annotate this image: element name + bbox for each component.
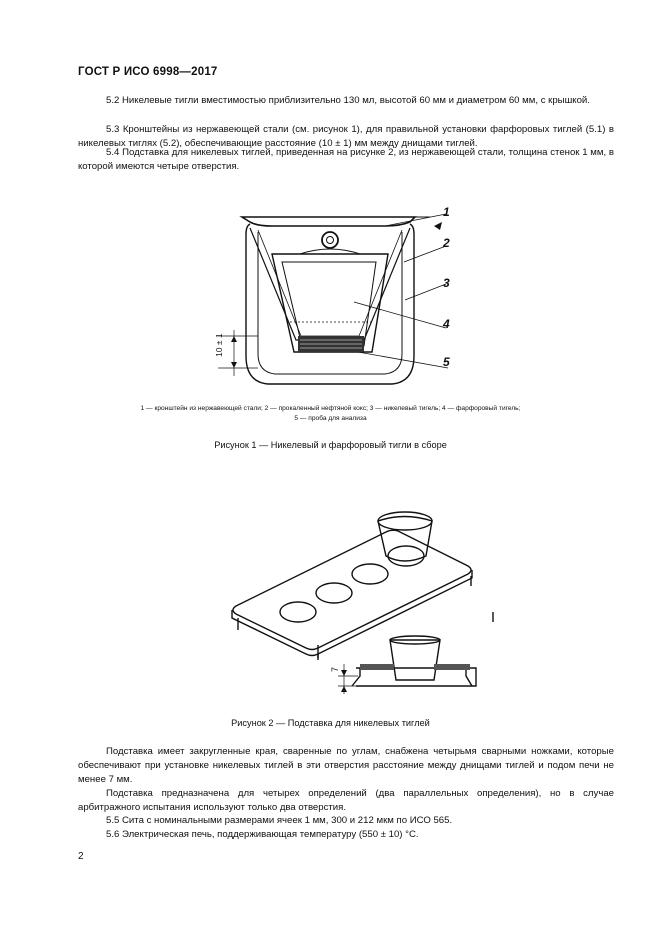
section-5-5: 5.5 Сита с номинальными размерами ячеек 1 мм, 300 и 212 мкм по ИСО 565. [106,815,453,826]
body-paragraph-1: Подставка имеет закругленные края, сваренные по углам, снабжена четырьмя сварными ножками, которые обеспечивают при установке никелевых тиглей в эти отверстия расстояние между днищами тиглей и подом печи не менее 7 мм. [78,746,614,785]
stand-hole [280,602,316,622]
figure-1-legend-line-1: 1 — кронштейн из нержавеющей стали; 2 — прокаленный нефтяной кокс; 3 — никелевый тигель; 4 — фарфоровый тигель; [140,405,521,412]
page-number: 2 [78,851,84,862]
nickel-crucible [246,224,414,384]
sample-for-analysis [298,336,364,352]
figure-1-label-2: 2 [443,236,450,250]
figure-1-legend-line-2: 5 — проба для анализа [294,415,367,422]
stand-hole [388,546,424,566]
figure-1-label-3: 3 [443,276,450,290]
document-header: ГОСТ Р ИСО 6998—2017 [78,66,218,78]
steel-bracket [250,228,410,340]
porcelain-crucible [272,254,388,352]
stand-hole [316,583,352,603]
figure-1-label-4: 4 [443,317,450,331]
figure-1-label-5: 5 [443,355,450,369]
nickel-crucible-rim [242,217,415,226]
section-5-3: 5.3 Кронштейны из нержавеющей стали (см. рисунок 1), для правильной установки фарфоровых тиглей (5.1) в никелевых тиглях (5.2), обеспечивающие расстояние (10 ± 1) мм между днищами тиглей. [78,124,614,149]
stand-section [356,668,476,686]
figure-2-caption: Рисунок 2 — Подставка для никелевых тиглей [231,718,430,728]
figure-2-dimension: 7 [330,666,340,672]
crucible-handle [322,232,338,248]
section-5-4: 5.4 Подставка для никелевых тиглей, приведенная на рисунке 2, из нержавеющей стали, толщина стенок 1 мм, в которой имеются четыре отверстия. [78,147,614,172]
stand-hole [352,564,388,584]
stand-plate [233,530,471,649]
body-paragraph-2: Подставка предназначена для четырех определений (два параллельных определения), но в случае арбитражного испытания используют только два отверстия. [78,788,614,813]
crucible-section [390,640,440,680]
crucible-on-stand [378,517,432,562]
figure-1-dimension: 10 ± 1 [214,333,224,357]
figure-1-label-1: 1 [443,205,450,219]
figure-1-caption: Рисунок 1 — Никелевый и фарфоровый тигли в сборе [214,440,447,450]
section-5-6: 5.6 Электрическая печь, поддерживающая температуру (550 ± 10) °С. [106,829,419,840]
section-5-2: 5.2 Никелевые тигли вместимостью приблизительно 130 мл, высотой 60 мм и диаметром 60 мм, с крышкой. [106,95,590,106]
